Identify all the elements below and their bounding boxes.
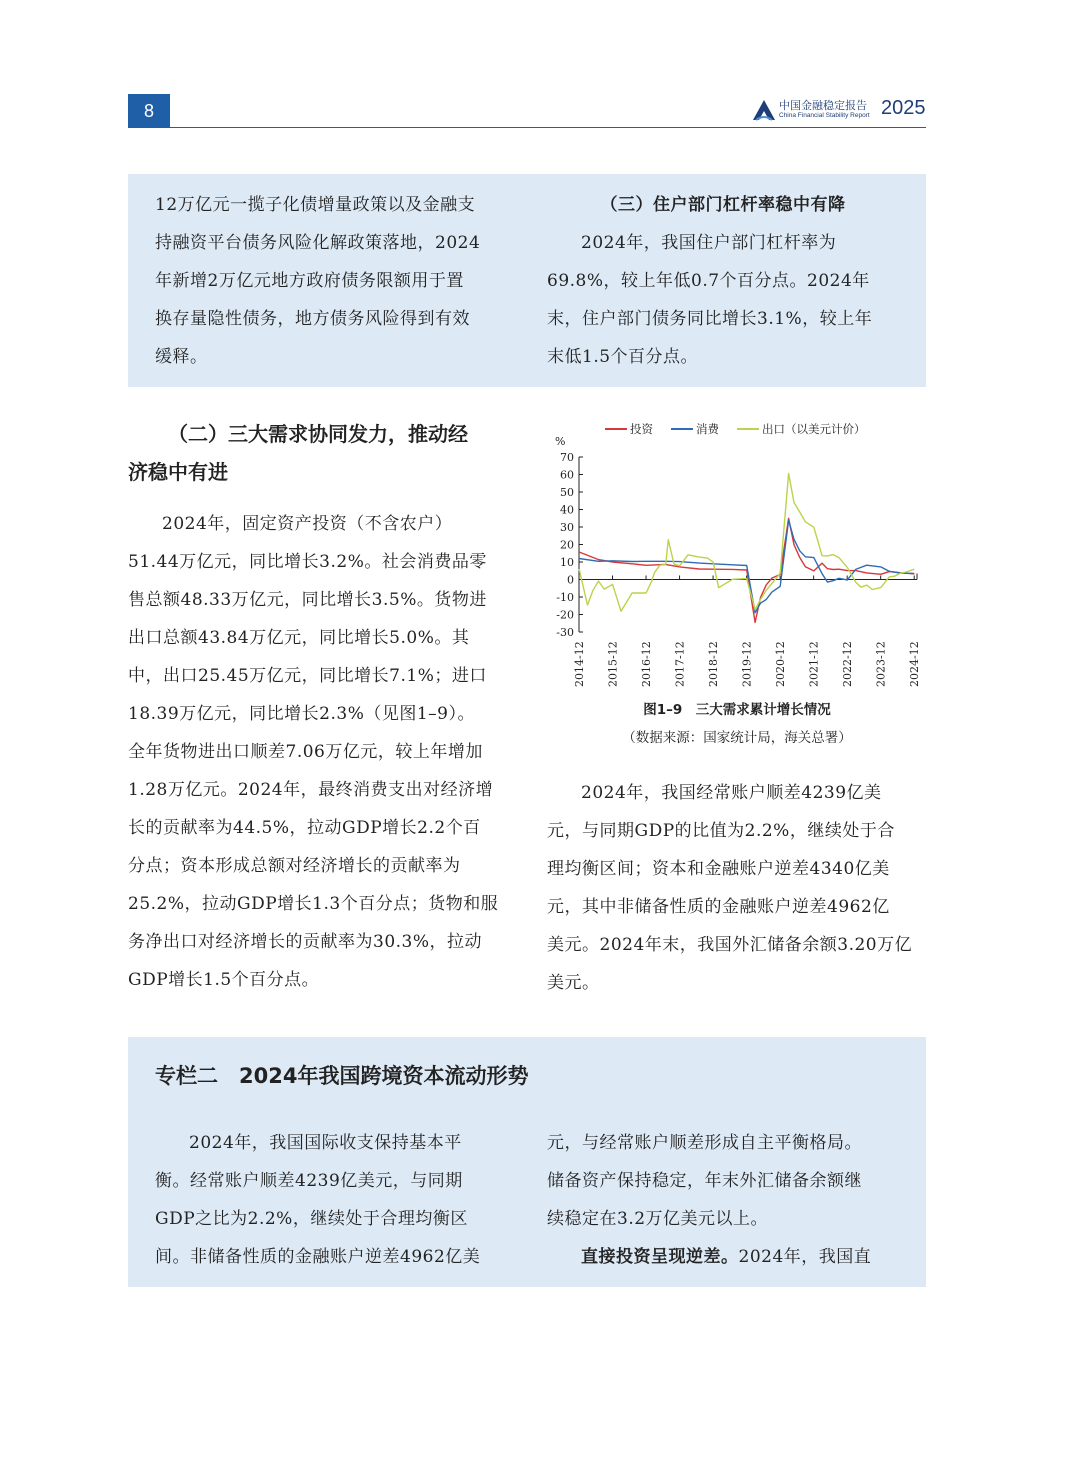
y-tick-label: -30 bbox=[556, 626, 574, 639]
y-tick-label: 70 bbox=[560, 451, 574, 464]
text-line: 元，与同期GDP的比值为2.2%，继续处于合 bbox=[547, 821, 895, 841]
text-line: 衡。经常账户顺差4239亿美元，与同期 bbox=[155, 1171, 463, 1191]
x-tick-label: 2023-12 bbox=[874, 641, 888, 687]
text-line: 2024年，固定资产投资（不含农户） bbox=[162, 514, 453, 534]
x-tick-label: 2014-12 bbox=[572, 641, 586, 687]
legend-label: 消费 bbox=[696, 422, 719, 436]
text-line: 间。非储备性质的金融账户逆差4962亿美 bbox=[155, 1247, 481, 1267]
direct-investment-text: 2024年，我国直 bbox=[738, 1247, 872, 1267]
series-line bbox=[579, 520, 914, 613]
logo-emblem-icon bbox=[751, 98, 777, 124]
column-title: 专栏二 2024年我国跨境资本流动形势 bbox=[155, 1064, 529, 1088]
y-tick-label: 20 bbox=[560, 538, 574, 552]
text-line: 缓释。 bbox=[155, 347, 208, 367]
y-tick-label: 40 bbox=[560, 503, 574, 517]
text-line: 末，住户部门债务同比增长3.1%，较上年 bbox=[547, 309, 873, 329]
text-line bbox=[547, 1238, 899, 1276]
text-line: 2024年，我国国际收支保持基本平 bbox=[189, 1133, 462, 1153]
text-line: 储备资产保持稳定，年末外汇储备余额继 bbox=[547, 1171, 862, 1191]
text-line: 25.2%，拉动GDP增长1.3个百分点；货物和服 bbox=[128, 894, 499, 914]
x-tick-label: 2018-12 bbox=[707, 641, 721, 687]
y-tick-label: -20 bbox=[556, 608, 574, 622]
section-heading bbox=[128, 415, 508, 491]
text-line: 分点；资本形成总额对经济增长的贡献率为 bbox=[128, 856, 461, 876]
figure-caption: 图1–9 三大需求累计增长情况 bbox=[643, 702, 831, 718]
text-line: 51.44万亿元，同比增长3.2%。社会消费品零 bbox=[128, 552, 487, 572]
figure-source: （数据来源：国家统计局，海关总署） bbox=[622, 730, 852, 746]
text-line: 美元。2024年末，我国外汇储备余额3.20万亿 bbox=[547, 935, 913, 955]
logo-title-cn: 中国金融稳定报告 bbox=[779, 99, 867, 112]
x-tick-label: 2019-12 bbox=[740, 641, 754, 687]
y-tick-label: 0 bbox=[567, 573, 574, 587]
text-line: 全年货物进出口顺差7.06万亿元，较上年增加 bbox=[128, 742, 483, 762]
text-line: 1.28万亿元。2024年，最终消费支出对经济增 bbox=[128, 780, 494, 800]
text-line: 2024年，我国住户部门杠杆率为 bbox=[581, 233, 837, 253]
x-tick-label: 2022-12 bbox=[841, 641, 855, 687]
report-logo bbox=[751, 96, 926, 126]
top-box-right-text bbox=[547, 186, 899, 376]
current-account-text bbox=[547, 774, 927, 1002]
section2-body bbox=[128, 505, 508, 999]
y-axis-label: % bbox=[555, 435, 566, 448]
text-line: 美元。 bbox=[547, 973, 600, 993]
text-line: 元，其中非储备性质的金融账户逆差4962亿 bbox=[547, 897, 890, 917]
y-tick-label: 10 bbox=[560, 556, 574, 569]
text-line: 年新增2万亿元地方政府债务限额用于置 bbox=[155, 271, 464, 291]
text-line: GDP增长1.5个百分点。 bbox=[128, 970, 320, 990]
x-tick-label: 2016-12 bbox=[640, 641, 654, 687]
text-line: 元，与经常账户顺差形成自主平衡格局。 bbox=[547, 1133, 862, 1153]
text-line: 理均衡区间；资本和金融账户逆差4340亿美 bbox=[547, 859, 890, 879]
text-line: 长的贡献率为44.5%，拉动GDP增长2.2个百 bbox=[128, 818, 481, 838]
demand-growth-chart bbox=[547, 415, 927, 695]
column-left-text bbox=[155, 1124, 507, 1276]
section-heading-line: 济稳中有进 bbox=[128, 460, 228, 484]
text-line: 末低1.5个百分点。 bbox=[547, 347, 699, 367]
series-line bbox=[579, 474, 914, 612]
legend-label: 出口（以美元计价） bbox=[762, 422, 866, 436]
page-number: 8 bbox=[128, 94, 170, 128]
text-line: 换存量隐性债务，地方债务风险得到有效 bbox=[155, 309, 470, 329]
x-tick-label: 2017-12 bbox=[673, 641, 687, 687]
page-header bbox=[128, 94, 926, 130]
legend-label: 投资 bbox=[630, 422, 653, 436]
text-line: 18.39万亿元，同比增长2.3%（见图1–9）。 bbox=[128, 704, 475, 724]
text-line: 务净出口对经济增长的贡献率为30.3%，拉动 bbox=[128, 932, 483, 952]
logo-year: 2025 bbox=[881, 97, 926, 119]
text-line: 2024年，我国经常账户顺差4239亿美 bbox=[581, 783, 882, 803]
household-leverage-heading: （三）住户部门杠杆率稳中有降 bbox=[600, 195, 846, 215]
text-line: 售总额48.33万亿元，同比增长3.5%。货物进 bbox=[128, 590, 487, 610]
header-rule bbox=[128, 127, 926, 128]
text-line: 中，出口25.45万亿元，同比增长7.1%；进口 bbox=[128, 666, 487, 686]
y-tick-label: 30 bbox=[560, 521, 574, 534]
top-box-left-text bbox=[155, 186, 507, 376]
y-tick-label: 50 bbox=[560, 486, 574, 499]
x-tick-label: 2015-12 bbox=[606, 641, 620, 687]
x-tick-label: 2024-12 bbox=[908, 641, 922, 687]
x-tick-label: 2020-12 bbox=[774, 641, 788, 687]
logo-title-en: China Financial Stability Report bbox=[779, 112, 870, 119]
section-heading-line: （二）三大需求协同发力，推动经 bbox=[168, 422, 468, 446]
y-tick-label: 60 bbox=[560, 468, 574, 482]
direct-investment-lead: 直接投资呈现逆差。 bbox=[581, 1247, 739, 1267]
text-line: 69.8%，较上年低0.7个百分点。2024年 bbox=[547, 271, 870, 291]
text-line: 持融资平台债务风险化解政策落地，2024 bbox=[155, 233, 481, 253]
text-line: 出口总额43.84万亿元，同比增长5.0%。其 bbox=[128, 628, 470, 648]
text-line: GDP之比为2.2%，继续处于合理均衡区 bbox=[155, 1209, 468, 1229]
text-line: 续稳定在3.2万亿美元以上。 bbox=[547, 1209, 769, 1229]
y-tick-label: -10 bbox=[556, 591, 574, 604]
text-line: 12万亿元一揽子化债增量政策以及金融支 bbox=[155, 195, 476, 215]
series-line bbox=[579, 518, 914, 622]
column-right-text bbox=[547, 1124, 899, 1276]
x-tick-label: 2021-12 bbox=[807, 641, 821, 687]
